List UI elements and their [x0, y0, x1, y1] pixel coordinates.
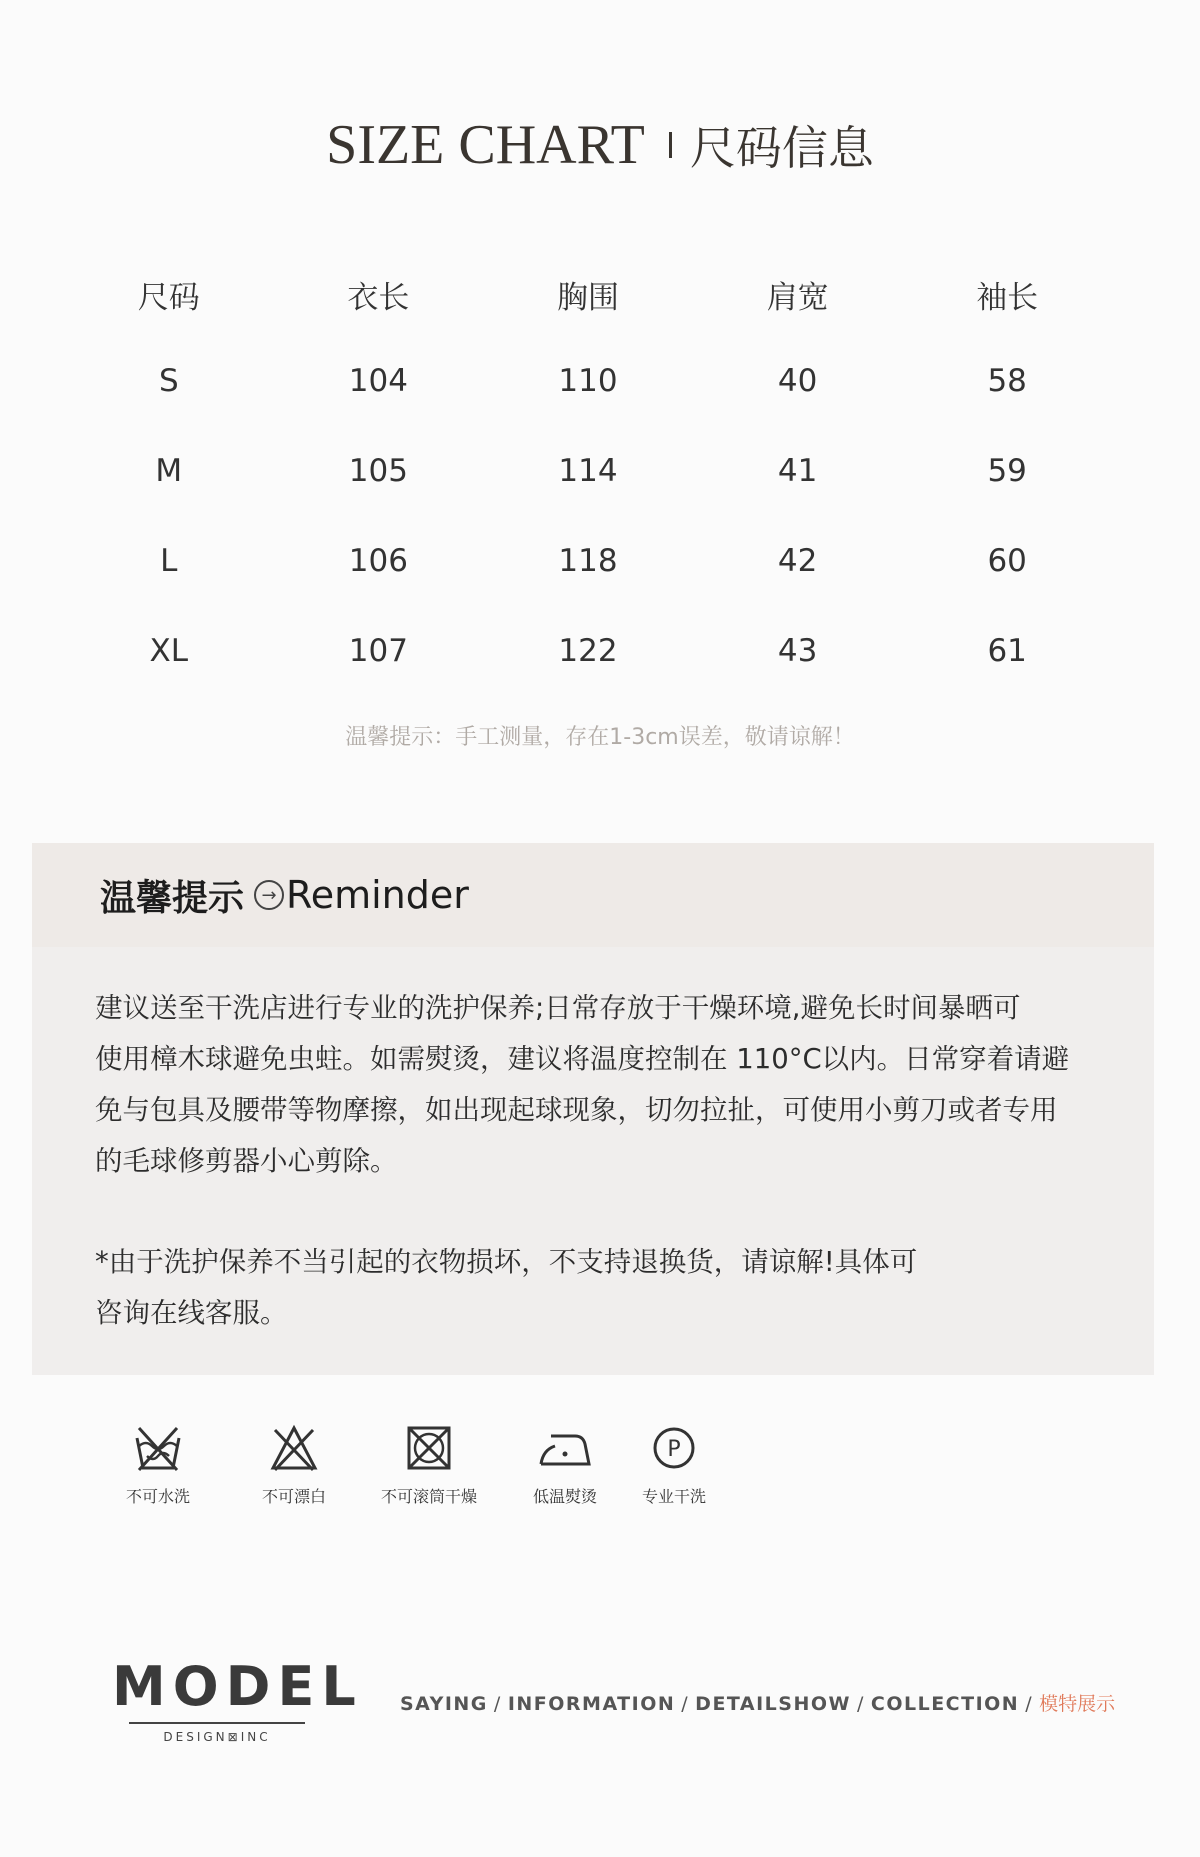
care-icons-row	[0, 1424, 1200, 1514]
table-cell: 59	[987, 453, 1027, 489]
table-cell: S	[158, 363, 179, 399]
care-advice-line: 免与包具及腰带等物摩擦，如出现起球现象，切勿拉扯，可使用小剪刀或者专用	[95, 1094, 1058, 1126]
table-cell: 106	[348, 543, 408, 579]
table-cell: 41	[777, 453, 818, 489]
col-header-shoulder: 肩宽	[766, 279, 829, 316]
table-header-row	[64, 252, 1112, 336]
table-cell: 118	[558, 543, 618, 579]
table-cell: L	[160, 543, 178, 579]
footer-nav	[400, 1689, 1190, 1716]
table-cell: 61	[987, 633, 1027, 669]
table-cell: 40	[777, 363, 818, 399]
model-logo	[112, 1655, 363, 1744]
table-row	[64, 336, 1112, 426]
table-cell: 104	[348, 363, 408, 399]
dry-clean-symbol: P	[667, 1437, 681, 1462]
logo-sub-design: DESIGN	[163, 1730, 228, 1744]
nav-separator: /	[493, 1693, 502, 1715]
care-label: 不可水洗	[125, 1487, 190, 1506]
table-row	[64, 606, 1112, 696]
nav-item-collection: COLLECTION	[870, 1693, 1020, 1715]
col-header-sleeve: 袖长	[976, 279, 1039, 316]
care-item-no-tumble-dry	[369, 1424, 489, 1507]
logo-sub-inc: INC	[240, 1730, 271, 1744]
return-policy-paragraph	[95, 1237, 1105, 1339]
table-cell: 107	[348, 633, 408, 669]
nav-separator: /	[681, 1693, 690, 1715]
page-header	[0, 112, 1200, 178]
table-cell: 58	[987, 363, 1027, 399]
no-tumble-dry-icon	[404, 1424, 454, 1472]
reminder-title-en: Reminder	[286, 873, 469, 917]
title-cn: 尺码信息	[689, 121, 874, 175]
title-en: SIZE CHART	[326, 114, 645, 176]
title-divider	[669, 132, 672, 158]
care-label: 不可滚筒干燥	[380, 1487, 477, 1506]
table-cell: 105	[348, 453, 408, 489]
care-label: 不可漂白	[261, 1487, 326, 1506]
col-header-chest: 胸围	[556, 279, 619, 316]
table-row	[64, 516, 1112, 606]
table-row	[64, 426, 1112, 516]
care-advice-line: 建议送至干洗店进行专业的洗护保养;日常存放于干燥环境,避免长时间暴晒可	[95, 992, 1021, 1024]
size-chart-table	[64, 252, 1112, 696]
dry-clean-icon	[649, 1424, 699, 1472]
care-label: 专业干洗	[641, 1487, 706, 1506]
table-cell: 122	[558, 633, 618, 669]
table-cell: 42	[777, 543, 818, 579]
no-bleach-icon	[269, 1424, 319, 1472]
nav-item-information: INFORMATION	[507, 1693, 676, 1715]
care-advice-paragraph	[95, 983, 1105, 1187]
nav-separator: /	[856, 1693, 865, 1715]
measurement-note: 温馨提示：手工测量，存在1-3cm误差，敬请谅解！	[345, 725, 855, 750]
reminder-body	[32, 947, 1154, 1375]
table-cell: 114	[558, 453, 618, 489]
nav-separator: /	[1025, 1693, 1034, 1715]
care-advice-line: 使用樟木球避免虫蛀。如需熨烫，建议将温度控制在 110°C以内。日常穿着请避	[95, 1043, 1070, 1075]
care-advice-line: 的毛球修剪器小心剪除。	[95, 1145, 398, 1177]
nav-item-detailshow: DETAILSHOW	[695, 1693, 851, 1715]
arrow-circle-icon: →	[254, 880, 284, 910]
return-policy-line: *由于洗护保养不当引起的衣物损坏，不支持退换货，请谅解!具体可	[95, 1246, 918, 1278]
nav-item-model-show: 模特展示	[1039, 1693, 1116, 1715]
care-label: 低温熨烫	[532, 1487, 597, 1506]
logo-sub-mark: ⊠	[227, 1730, 241, 1744]
care-item-no-wash	[98, 1424, 218, 1507]
table-cell: M	[155, 453, 183, 489]
logo-subtitle	[112, 1730, 322, 1744]
care-item-low-iron	[505, 1424, 625, 1507]
col-header-size: 尺码	[137, 279, 200, 316]
care-item-dry-clean	[614, 1424, 734, 1507]
table-cell: 110	[558, 363, 618, 399]
nav-item-saying: SAYING	[400, 1693, 488, 1715]
reminder-title-cn: 温馨提示	[100, 877, 245, 919]
low-iron-icon	[537, 1424, 593, 1472]
logo-underline	[129, 1722, 305, 1724]
reminder-header	[32, 843, 1154, 947]
no-wash-icon	[133, 1424, 183, 1472]
table-cell: 60	[987, 543, 1027, 579]
table-cell: XL	[149, 633, 189, 669]
care-item-no-bleach	[234, 1424, 354, 1507]
table-cell: 43	[777, 633, 818, 669]
return-policy-line: 咨询在线客服。	[95, 1297, 288, 1329]
logo-word: MODEL	[112, 1655, 363, 1718]
col-header-length: 衣长	[347, 279, 410, 316]
